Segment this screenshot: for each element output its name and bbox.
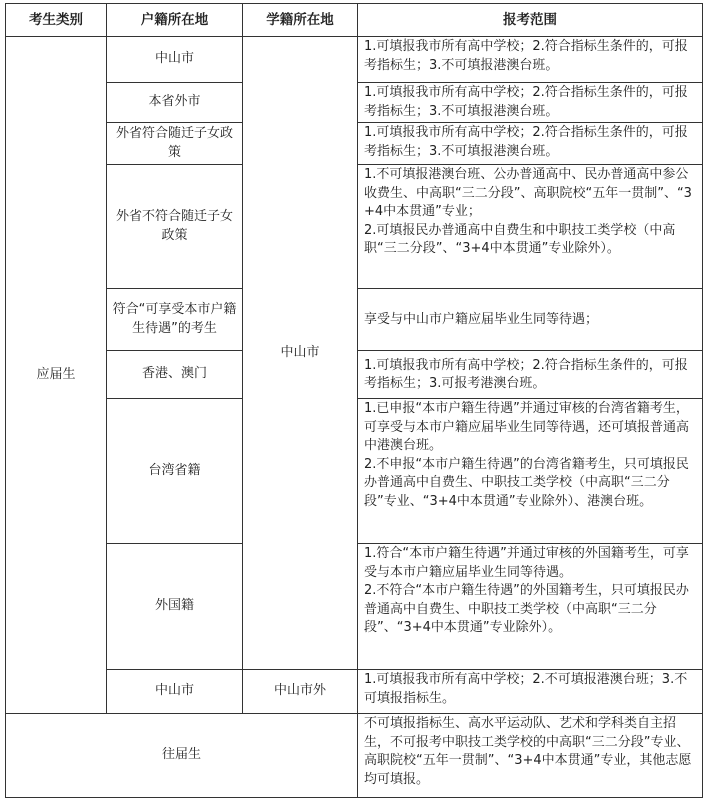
range-cell	[358, 670, 703, 714]
school-location-cell: 中山市外	[243, 670, 358, 714]
household-cell: 符合“可享受本市户籍生待遇”的考生	[107, 289, 243, 351]
household-cell: 外省符合随迁子女政策	[107, 123, 243, 165]
header-household: 户籍所在地	[107, 4, 243, 37]
household-cell: 中山市	[107, 670, 243, 714]
range-cell	[358, 83, 703, 123]
range-cell	[358, 165, 703, 289]
household-cell: 外省不符合随迁子女政策	[107, 165, 243, 289]
range-text: 1.不可填报港澳台班、公办普通高中、民办普通高中参公收费生、中高职“三二分段”、高职院校“五年一贯制”、“3+4中本贯通”专业；	[364, 167, 692, 219]
header-row	[6, 4, 703, 37]
table-row	[6, 37, 703, 83]
household-cell: 中山市	[107, 37, 243, 83]
range-cell	[358, 399, 703, 544]
category-previous: 往届生	[6, 714, 358, 798]
household-cell: 台湾省籍	[107, 399, 243, 544]
range-cell	[358, 544, 703, 670]
range-text: 2.不符合“本市户籍生待遇”的外国籍考生，只可填报民办普通高中自费生、中职技工类学校（中高职“三二分段”、“3+4中本贯通”专业除外）。	[364, 583, 689, 635]
range-text: 1.可填报我市所有高中学校；2.不可填报港澳台班；3.不可填报指标生。	[364, 672, 688, 706]
range-text: 2.不申报“本市户籍生待遇”的台湾省籍考生，只可填报民办普通高中自费生、中职技工类学校（中高职“三二分段”专业、“3+4中本贯通”专业除外）、港澳台班。	[364, 456, 689, 509]
admission-scope-table	[5, 3, 703, 798]
header-school-location: 学籍所在地	[243, 4, 358, 37]
range-cell	[358, 123, 703, 165]
range-text: 1.符合“本市户籍生待遇”并通过审核的外国籍考生，可享受与本市户籍应届毕业生同等待遇。	[364, 546, 689, 580]
range-text: 1.可填报我市所有高中学校；2.符合指标生条件的，可报考指标生；3.可报考港澳台班。	[364, 357, 688, 391]
household-cell: 香港、澳门	[107, 351, 243, 399]
school-location-cell: 中山市	[243, 37, 358, 670]
table-row	[6, 714, 703, 798]
range-text: 2.可填报民办普通高中自费生和中职技工类学校（中高职“三二分段”、“3+4中本贯通”专业除外）。	[364, 222, 676, 256]
category-current: 应届生	[6, 37, 107, 714]
header-range: 报考范围	[358, 4, 703, 37]
household-cell: 本省外市	[107, 83, 243, 123]
range-cell	[358, 351, 703, 399]
range-text: 1.已申报“本市户籍生待遇”并通过审核的台湾省籍考生，可享受与本市户籍应届毕业生同等待遇，还可填报普通高中港澳台班。	[364, 401, 690, 453]
household-cell: 外国籍	[107, 544, 243, 670]
range-text: 享受与中山市户籍应届毕业生同等待遇；	[364, 311, 599, 327]
range-cell	[358, 714, 703, 798]
table-row	[6, 670, 703, 714]
range-text: 1.可填报我市所有高中学校；2.符合指标生条件的，可报考指标生；3.不可填报港澳台班。	[364, 85, 688, 119]
range-cell	[358, 37, 703, 83]
range-text: 不可填报指标生、高水平运动队、艺术和学科类自主招生，不可报考中职技工类学校的中高职“三二分段”专业、高职院校“五年一贯制”、“3+4中本贯通”专业，其他志愿均可填报。	[364, 716, 692, 787]
range-text: 1.可填报我市所有高中学校；2.符合指标生条件的，可报考指标生；3.不可填报港澳台班。	[364, 125, 688, 159]
header-category: 考生类别	[6, 4, 107, 37]
range-text: 1.可填报我市所有高中学校；2.符合指标生条件的，可报考指标生；3.不可填报港澳台班。	[364, 39, 688, 73]
range-cell	[358, 289, 703, 351]
